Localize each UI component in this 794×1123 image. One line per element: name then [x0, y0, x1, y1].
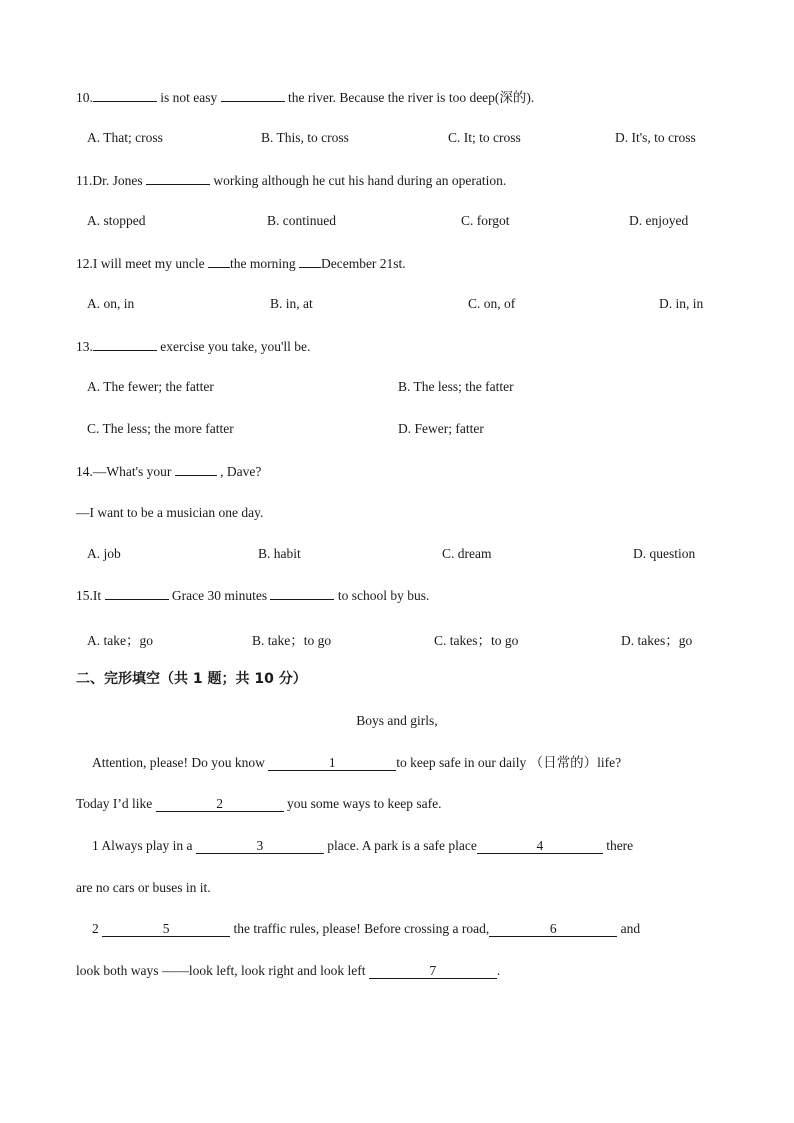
question-13-stem: 13. exercise you take, you'll be.	[76, 339, 311, 354]
passage-line-6: look both ways ——look left, look right and look left 7 .	[76, 963, 501, 978]
option-a[interactable]: A. on, in	[87, 296, 135, 311]
question-14-options	[0, 546, 794, 564]
question-13-options-row1	[0, 379, 794, 397]
cloze-blank-5[interactable]: 5	[102, 921, 230, 937]
answer-blank[interactable]	[270, 599, 334, 600]
option-b[interactable]: B. take；to go	[252, 633, 332, 648]
cloze-blank-1[interactable]: 1	[268, 755, 396, 771]
option-a[interactable]: A. The fewer; the fatter	[87, 379, 214, 394]
question-14-reply: —I want to be a musician one day.	[76, 505, 264, 520]
option-b[interactable]: B. This, to cross	[261, 130, 349, 145]
answer-blank[interactable]	[93, 101, 157, 102]
answer-blank[interactable]	[93, 350, 157, 351]
option-d[interactable]: D. in, in	[659, 296, 704, 311]
cloze-blank-3[interactable]: 3	[196, 838, 324, 854]
option-c[interactable]: C. takes；to go	[434, 633, 519, 648]
answer-blank[interactable]	[208, 267, 230, 268]
option-c[interactable]: C. on, of	[468, 296, 516, 311]
option-a[interactable]: A. That; cross	[87, 130, 163, 145]
passage-line-1: Attention, please! Do you know 1 to keep safe in our daily （日常的）life?	[92, 755, 622, 770]
answer-blank[interactable]	[221, 101, 285, 102]
option-b[interactable]: B. continued	[267, 213, 336, 228]
option-c[interactable]: C. The less; the more fatter	[87, 421, 234, 436]
option-a[interactable]: A. stopped	[87, 213, 146, 228]
option-a[interactable]: A. job	[87, 546, 121, 561]
option-b[interactable]: B. The less; the fatter	[398, 379, 514, 394]
option-b[interactable]: B. in, at	[270, 296, 313, 311]
option-d[interactable]: D. takes；go	[621, 633, 693, 648]
passage-line-2: Today I’d like 2 you some ways to keep safe.	[76, 796, 442, 811]
option-d[interactable]: D. It's, to cross	[615, 130, 696, 145]
answer-blank[interactable]	[175, 475, 217, 476]
cloze-blank-2[interactable]: 2	[156, 796, 284, 812]
question-15-stem: 15.It Grace 30 minutes to school by bus.	[76, 588, 430, 603]
passage-salutation: Boys and girls,	[356, 713, 438, 728]
passage-line-3: 1 Always play in a 3 place. A park is a safe place 4 there	[92, 838, 634, 853]
question-15-options	[0, 629, 794, 647]
option-c[interactable]: C. dream	[442, 546, 492, 561]
section-heading: 二、完形填空（共 1 题；共 10 分）	[76, 671, 307, 687]
question-13-options-row2	[0, 421, 794, 439]
question-12-options	[0, 296, 794, 314]
answer-blank[interactable]	[105, 599, 169, 600]
question-14-stem: 14.—What's your , Dave?	[76, 464, 262, 479]
cloze-blank-6[interactable]: 6	[489, 921, 617, 937]
option-a[interactable]: A. take；go	[87, 633, 153, 648]
option-b[interactable]: B. habit	[258, 546, 301, 561]
question-11-options	[0, 213, 794, 231]
option-d[interactable]: D. Fewer; fatter	[398, 421, 484, 436]
option-c[interactable]: C. It; to cross	[448, 130, 521, 145]
question-10-stem: 10. is not easy the river. Because the river is too deep(深的).	[76, 90, 535, 105]
answer-blank[interactable]	[146, 184, 210, 185]
cloze-blank-7[interactable]: 7	[369, 963, 497, 979]
option-d[interactable]: D. enjoyed	[629, 213, 689, 228]
cloze-blank-4[interactable]: 4	[477, 838, 603, 854]
option-d[interactable]: D. question	[633, 546, 696, 561]
option-c[interactable]: C. forgot	[461, 213, 510, 228]
passage-line-5: 2 5 the traffic rules, please! Before crossing a road, 6 and	[92, 921, 641, 936]
question-10-options	[0, 130, 794, 148]
passage-line-4: are no cars or buses in it.	[76, 880, 211, 895]
question-11-stem: 11.Dr. Jones working although he cut his hand during an operation.	[76, 173, 507, 188]
answer-blank[interactable]	[299, 267, 321, 268]
question-12-stem: 12.I will meet my uncle the morning December 21st.	[76, 256, 406, 271]
